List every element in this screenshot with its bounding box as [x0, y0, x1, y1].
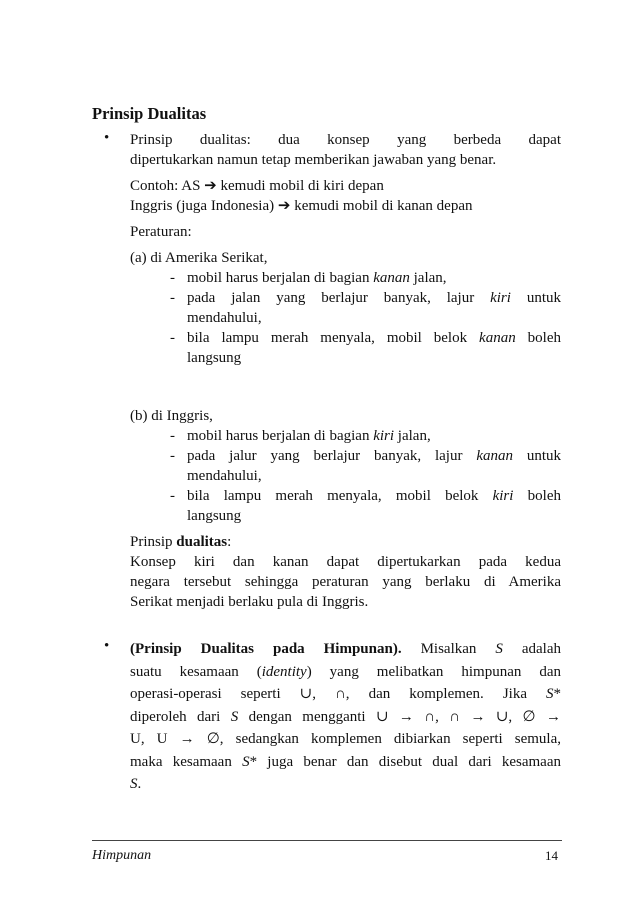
peraturan-label: Peraturan:	[130, 224, 192, 240]
dash-marker: -	[170, 448, 175, 464]
star-mark: *	[553, 686, 561, 702]
rule-text: bila lampu merah menyala, mobil belok	[187, 488, 493, 504]
bullet2-text: maka kesamaan	[130, 753, 243, 770]
rule-a-heading: (a) di Amerika Serikat,	[130, 250, 268, 266]
rule-emphasis: kanan	[479, 330, 516, 346]
rule-continuation: langsung	[187, 350, 242, 366]
konsep-line-3: Serikat menjadi berlaku pula di Inggris.	[130, 594, 369, 610]
bullet2-line4	[130, 706, 561, 729]
prinsip-text: Prinsip	[130, 534, 177, 550]
rule-text: pada jalur yang berlajur banyak, lajur	[187, 448, 477, 464]
rule-text: boleh	[515, 330, 561, 346]
bullet2-line6	[130, 751, 561, 774]
footer-chapter: Himpunan	[92, 848, 152, 863]
bullet2-line1	[130, 638, 561, 661]
konsep-line-1: Konsep kiri dan kanan dapat dipertukarkan pada kedua	[130, 554, 561, 570]
rule-continuation: langsung	[187, 508, 242, 524]
rule-text: pada jalan yang berlajur banyak, lajur	[187, 290, 491, 306]
rule-text: mobil harus berjalan di bagian	[187, 428, 374, 444]
bullet2-text: .	[137, 776, 142, 792]
section-title: Prinsip Dualitas	[92, 104, 207, 123]
bullet2-line7	[130, 773, 561, 796]
bullet2-block	[130, 638, 561, 796]
bullet-marker: •	[104, 130, 110, 146]
bullet-marker: •	[104, 638, 110, 654]
rule-emphasis: kanan	[476, 448, 513, 464]
dash-marker: -	[170, 330, 175, 346]
rule-emphasis: kiri	[492, 488, 514, 504]
var-s: S	[546, 686, 554, 702]
rule-continuation: mendahului,	[187, 310, 262, 326]
bullet2-text: dengan mengganti ∪ → ∩, ∩ → ∪, ∅ →	[238, 708, 561, 725]
bullet2-text: suatu kesamaan (	[130, 663, 262, 680]
rule-b-heading: (b) di Inggris,	[130, 408, 213, 424]
konsep-line-2: negara tersebut sehingga peraturan yang berlaku di Amerika	[130, 574, 561, 590]
identity-term: identity	[261, 663, 307, 680]
prinsip-bold: dualitas	[176, 534, 228, 550]
bullet1-line2: dipertukarkan namun tetap memberikan jawaban yang benar.	[130, 152, 497, 168]
rule-emphasis: kiri	[490, 290, 511, 306]
rule-text: mobil harus berjalan di bagian	[187, 270, 374, 286]
rule-text: boleh	[513, 488, 561, 504]
rule-emphasis: kanan	[373, 270, 410, 286]
rule-b-item-1	[130, 426, 561, 446]
rule-b-item-2	[130, 446, 561, 486]
dash-marker: -	[170, 488, 175, 504]
dash-marker: -	[170, 428, 175, 444]
var-s: S	[495, 641, 503, 657]
footer-rule	[92, 840, 562, 841]
bullet2-bold: (Prinsip Dualitas pada Himpunan).	[130, 641, 402, 657]
dash-marker: -	[170, 290, 175, 306]
contoh-line1: Contoh: AS ➔ kemudi mobil di kiri depan	[130, 178, 384, 194]
rule-a-item-2	[130, 288, 561, 328]
rule-b-item-3	[130, 486, 561, 526]
rule-text: untuk	[510, 290, 562, 306]
dash-marker: -	[170, 270, 175, 286]
rule-continuation: mendahului,	[187, 468, 262, 484]
prinsip-colon: :	[227, 534, 232, 550]
contoh-line2: Inggris (juga Indonesia) ➔ kemudi mobil di kanan depan	[130, 198, 473, 214]
bullet2-text: operasi-operasi seperti ∪, ∩, dan komplemen. Jika	[130, 686, 546, 702]
bullet1-line1: Prinsip dualitas: dua konsep yang berbeda dapat	[130, 132, 561, 148]
bullet2-text: Misalkan	[401, 641, 496, 657]
bullet2-text: diperoleh dari	[130, 708, 231, 725]
rule-text: untuk	[512, 448, 562, 464]
rule-text: jalan,	[394, 428, 431, 444]
rule-a-item-1	[130, 268, 561, 288]
rule-text: bila lampu merah menyala, mobil belok	[187, 330, 480, 346]
rule-emphasis: kiri	[373, 428, 395, 444]
page-number: 14	[545, 848, 558, 863]
bullet2-text: * juga benar dan disebut dual dari kesamaan	[249, 753, 561, 770]
bullet2-text: ) yang melibatkan himpunan dan	[306, 663, 561, 680]
prinsip-dualitas-label	[130, 532, 561, 552]
var-s: S	[130, 776, 138, 792]
rule-text: jalan,	[409, 270, 447, 286]
var-s: S	[230, 708, 239, 725]
bullet2-line3	[130, 683, 561, 706]
bullet2-line2	[130, 661, 561, 684]
bullet1-block	[130, 130, 561, 612]
rule-a-item-3	[130, 328, 561, 368]
bullet2-line5: U, U → ∅, sedangkan komplemen dibiarkan seperti semula,	[130, 731, 561, 747]
var-s: S	[242, 753, 250, 770]
bullet2-text: adalah	[502, 641, 562, 657]
